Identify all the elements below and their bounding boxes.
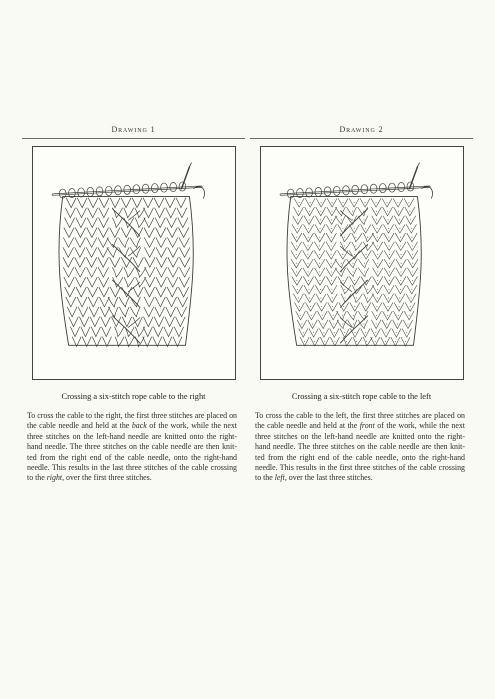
- drawing-2-caption: Crossing a six-stitch rope cable to the left: [291, 392, 432, 401]
- drawing-2-text-emphasis-2: left: [274, 473, 285, 483]
- drawing-2-frame: [260, 146, 464, 380]
- drawing-1-text-part-3: , over the first three stitches.: [62, 473, 152, 483]
- drawing-2-rule: [250, 138, 473, 139]
- drawing-2-text-emphasis-1: front: [359, 421, 375, 431]
- drawing-1-text-part-1: To cross the cable to the right, the first three stitches are placed on the cable needle and held at the: [27, 411, 237, 431]
- drawing-1-text-emphasis-1: back: [131, 421, 147, 431]
- drawing-1-description: [22, 411, 245, 484]
- drawing-2-text-part-2: of the work, while the next three stitches on the left-hand needle are knitted onto the right-hand needle. The three stitches on the cable needle are then knit-ted from the right end of the cable needle, onto the right-hand needle. This results in the first three stitches of the cable crossing to the: [255, 421, 465, 483]
- drawing-2-description: [250, 411, 473, 484]
- drawing-1-column: [22, 124, 245, 484]
- drawing-1-caption: Crossing a six-stitch rope cable to the right: [61, 392, 206, 401]
- drawing-2-label: Drawing 2: [339, 125, 384, 134]
- drawing-1-rule: [22, 138, 245, 139]
- drawing-2-text-part-1: To cross the cable to the left, the first three stitches are placed on the cable needle and held at the: [255, 411, 465, 431]
- drawing-1-text-emphasis-2: right: [46, 473, 63, 483]
- knitted-swatch-right-cross-icon: [33, 147, 235, 379]
- knitted-swatch-left-cross-icon: [261, 147, 463, 379]
- drawing-1-frame: [32, 146, 236, 380]
- drawing-2-text-part-3: , over the last three stitches.: [284, 473, 373, 483]
- drawing-2-column: [250, 124, 473, 484]
- drawing-1-label: Drawing 1: [111, 125, 156, 134]
- drawing-1-text-part-2: of the work, while the next three stitches on the left-hand needle are knitted onto the right-hand needle. The three stitches on the cable needle are then knit-ted from the right end of the cable needle, onto the right-hand needle. This results in the last three stitches of the cable crossing to the: [27, 421, 238, 483]
